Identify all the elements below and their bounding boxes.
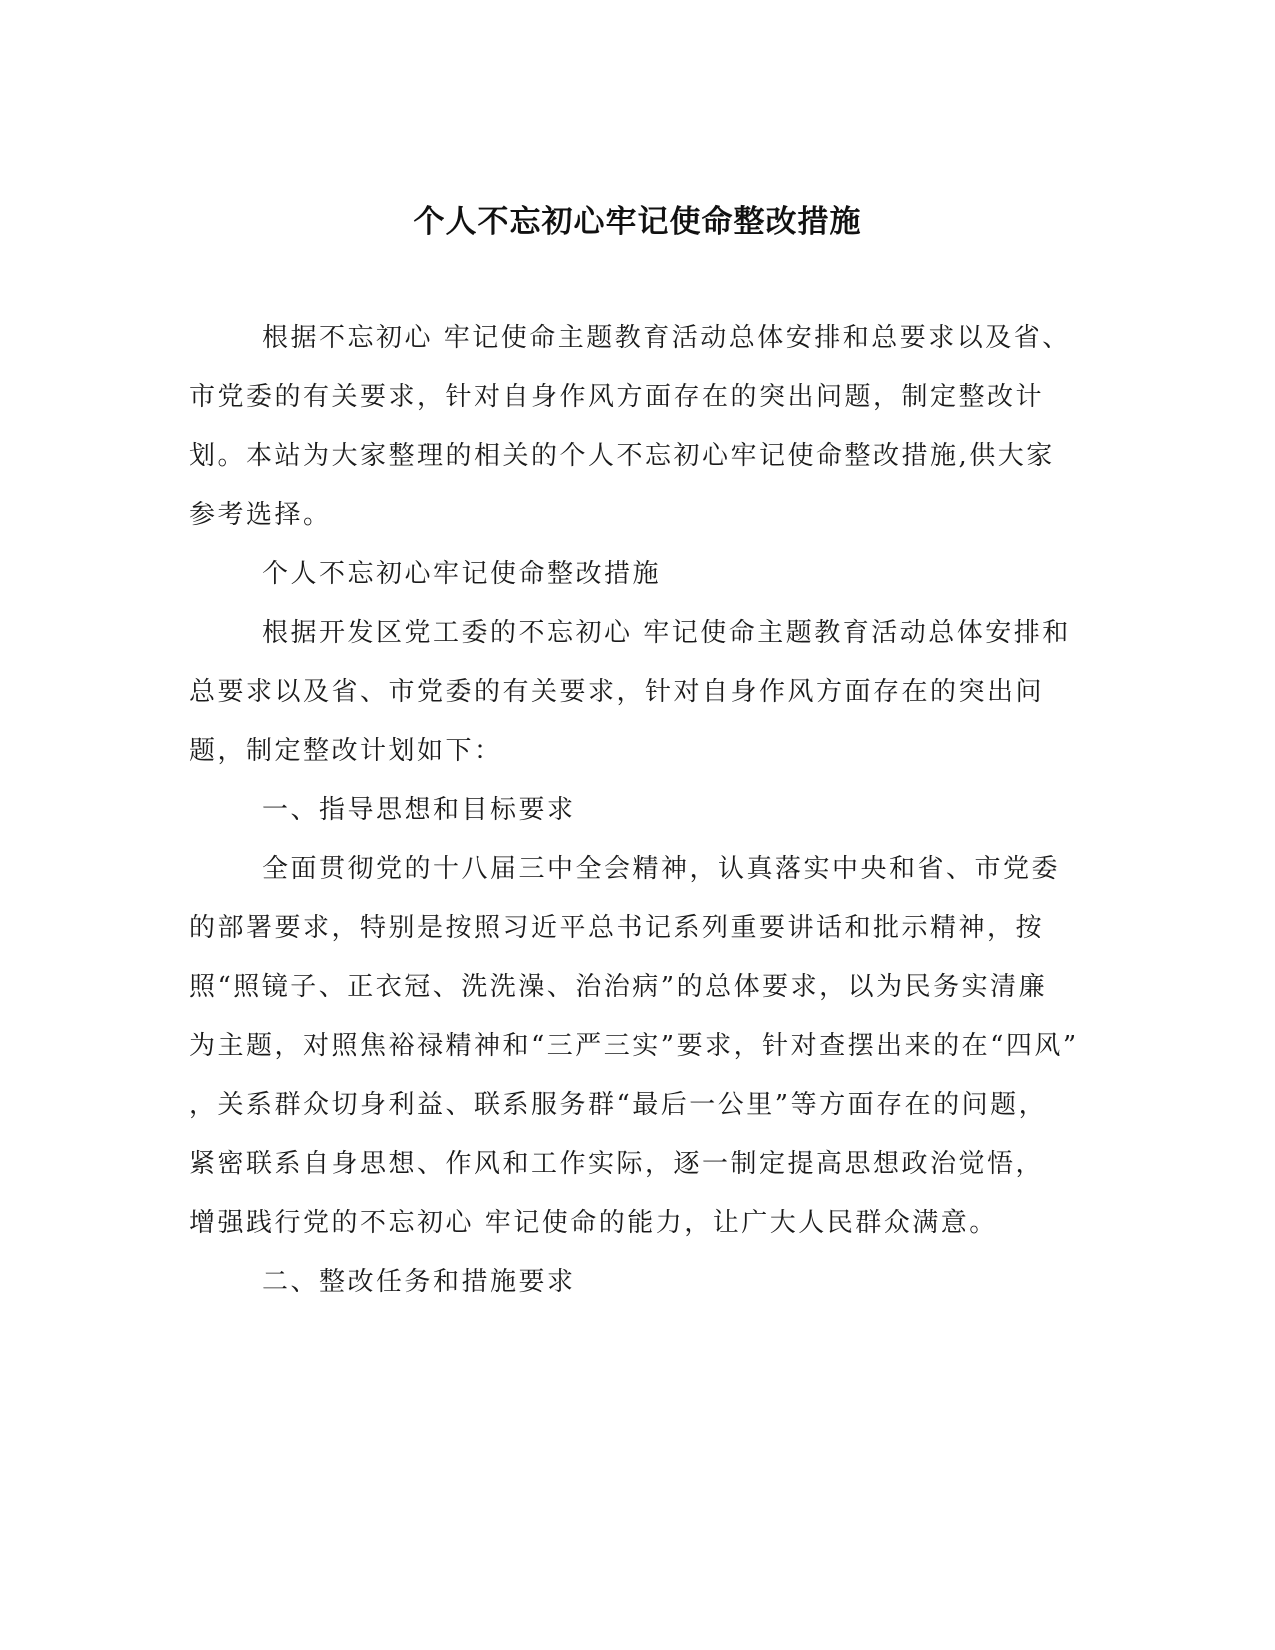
paragraph-line: 市党委的有关要求，针对自身作风方面存在的突出问题，制定整改计: [189, 382, 1045, 412]
section-heading: 个人不忘初心牢记使命整改措施: [262, 559, 662, 589]
paragraph-line: 紧密联系自身思想、作风和工作实际，逐一制定提高思想政治觉悟，: [189, 1149, 1045, 1179]
paragraph-line: 总要求以及省、市党委的有关要求，针对自身作风方面存在的突出问: [189, 677, 1045, 707]
paragraph-line: 划。本站为大家整理的相关的个人不忘初心牢记使命整改措施,供大家: [189, 441, 1055, 471]
paragraph-line: 全面贯彻党的十八届三中全会精神，认真落实中央和省、市党委: [262, 854, 1061, 884]
document-title: 个人不忘初心牢记使命整改措施: [413, 204, 862, 240]
paragraph-line: 根据不忘初心 牢记使命主题教育活动总体安排和总要求以及省、: [262, 323, 1071, 353]
paragraph-line: 照“照镜子、正衣冠、洗洗澡、治治病”的总体要求，以为民务实清廉: [189, 972, 1048, 1002]
paragraph-line: 题，制定整改计划如下：: [189, 736, 503, 766]
paragraph-line: 根据开发区党工委的不忘初心 牢记使命主题教育活动总体安排和: [262, 618, 1071, 648]
section-heading: 一、指导思想和目标要求: [262, 795, 576, 825]
paragraph-line: 为主题，对照焦裕禄精神和“三严三实”要求，针对查摆出来的在“四风”: [189, 1031, 1079, 1061]
paragraph-line: 的部署要求，特别是按照习近平总书记系列重要讲话和批示精神，按: [189, 913, 1045, 943]
section-heading: 二、整改任务和措施要求: [262, 1267, 576, 1297]
paragraph-line: 参考选择。: [189, 500, 332, 530]
paragraph-line: 增强践行党的不忘初心 牢记使命的能力，让广大人民群众满意。: [189, 1208, 998, 1238]
paragraph-line: ，关系群众切身利益、联系服务群“最后一公里”等方面存在的问题，: [189, 1090, 1048, 1120]
